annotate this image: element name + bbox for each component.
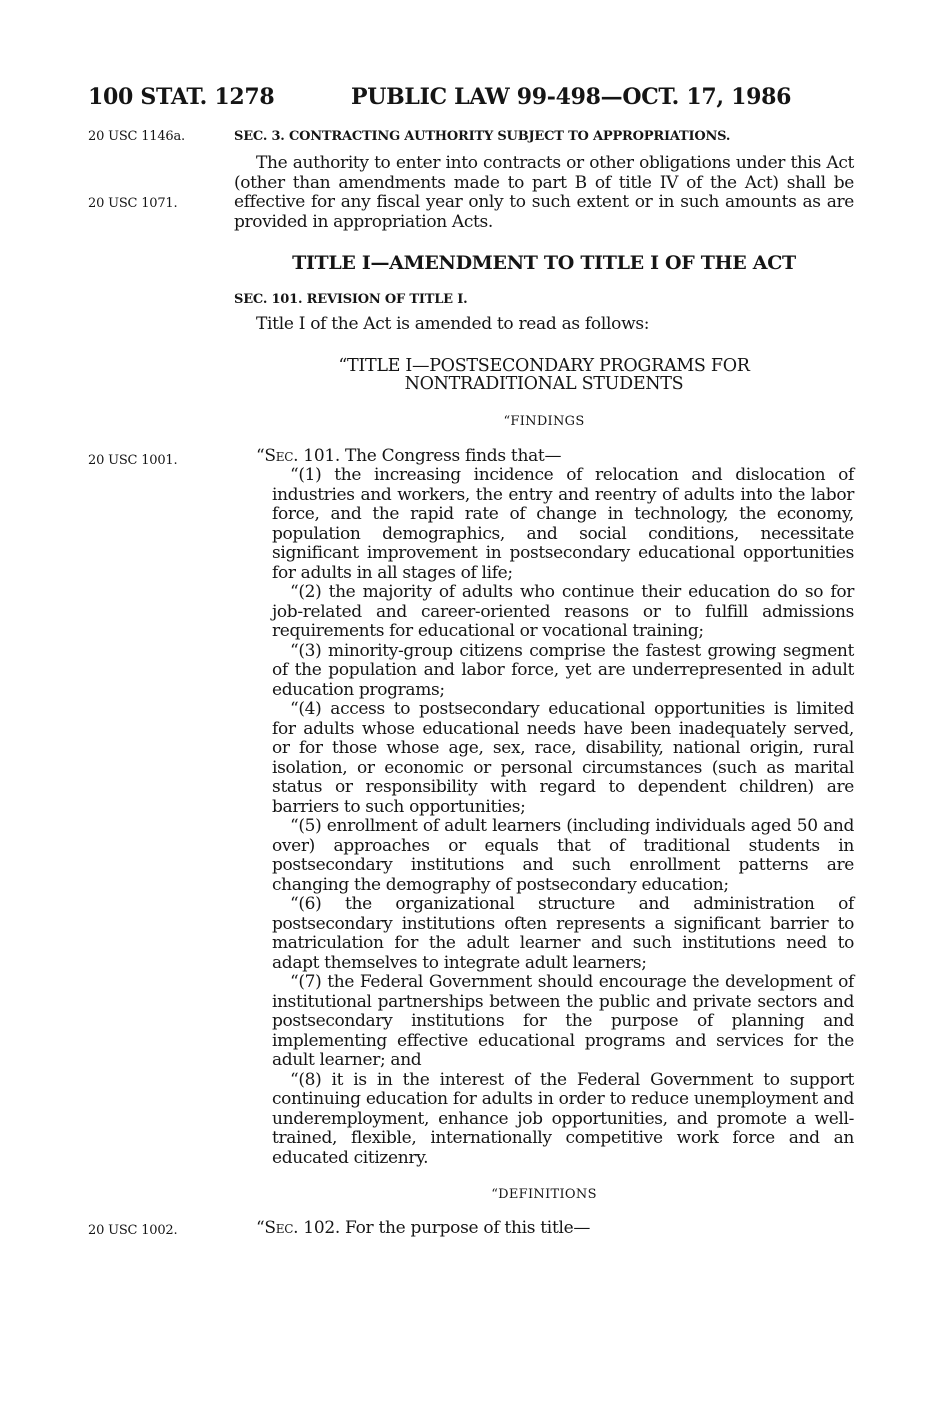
- definitions-heading: “DEFINITIONS: [491, 1187, 597, 1202]
- new-title-heading-line2: NONTRADITIONAL STUDENTS: [404, 374, 684, 394]
- statute-page-number: 100 STAT. 1278: [88, 84, 275, 110]
- findings-list: [272, 466, 854, 1168]
- sec101-lead-rest: . 101. The Congress finds that—: [293, 446, 562, 466]
- sec101-text: Title I of the Act is amended to read as follows:: [256, 314, 650, 334]
- finding-2: “(2) the majority of adults who continue their education do so for job-related and career-oriented reasons or to fulfill admissions requirements for educational or vocational training;: [272, 582, 854, 641]
- sec3-heading: SEC. 3. CONTRACTING AUTHORITY SUBJECT TO APPROPRIATIONS.: [234, 129, 731, 144]
- page-header: [88, 84, 888, 114]
- finding-5: “(5) enrollment of adult learners (including individuals aged 50 and over) approaches or equals that of traditional students in postsecondary institutions and such enrollment patterns are changing the demography of postsecondary education;: [272, 816, 854, 895]
- sec3-text: The authority to enter into contracts or other obligations under this Act (other than amendments made to part B of title IV of the Act) shall be effective for any fiscal year only to such extent or in such amounts as are provided in appropriation Acts.: [234, 153, 854, 232]
- finding-3: “(3) minority-group citizens comprise the fastest growing segment of the population and labor force, yet are underrepresented in adult education programs;: [272, 640, 854, 700]
- sec102-lead-rest: . 102. For the purpose of this title—: [293, 1218, 591, 1238]
- sec3-body: [234, 154, 854, 232]
- title1-heading: TITLE I—AMENDMENT TO TITLE I OF THE ACT: [292, 252, 796, 274]
- sec102-lead-sc: ec: [275, 1218, 294, 1238]
- sec101-lead-quote: “S: [256, 446, 276, 466]
- sec101-lead: [256, 446, 561, 466]
- public-law-citation: PUBLIC LAW 99-498—OCT. 17, 1986: [351, 84, 792, 110]
- margin-note-usc-1146a: 20 USC 1146a.: [88, 129, 185, 144]
- sec102-lead-quote: “S: [256, 1218, 276, 1238]
- finding-4: “(4) access to postsecondary educational opportunities is limited for adults whose educational needs have been inadequately served, or for those whose age, sex, race, disability, national origin, rural isolation, or economic or personal circumstances (such as marital status or responsibility with regard to dependent children) are barriers to such opportunities;: [272, 699, 854, 817]
- finding-1: “(1) the increasing incidence of relocation and dislocation of industries and workers, the entry and reentry of adults into the labor force, and the rapid rate of change in technology, the economy, population demographics, and social conditions, necessitate significant improvement in postsecondary educational opportunities for adults in all stages of life;: [272, 465, 854, 583]
- sec101-lead-sc: ec: [275, 446, 294, 466]
- finding-7: “(7) the Federal Government should encourage the development of institutional partnerships between the public and private sectors and postsecondary institutions for the purpose of planning and implementing effective educational programs and services for the adult learner; and: [272, 972, 854, 1070]
- margin-note-usc-1071: 20 USC 1071.: [88, 196, 178, 211]
- finding-8: “(8) it is in the interest of the Federal Government to support continuing education for adults in order to reduce unemployment and underemployment, enhance job opportunities, and promote a well-trained, flexible, internationally competitive work force and an educated citizenry.: [272, 1069, 854, 1168]
- sec102-lead: [256, 1218, 590, 1238]
- margin-note-usc-1002: 20 USC 1002.: [88, 1223, 178, 1238]
- sec101-heading: SEC. 101. REVISION OF TITLE I.: [234, 292, 468, 307]
- new-title-heading-line1: “TITLE I—POSTSECONDARY PROGRAMS FOR: [338, 356, 750, 376]
- finding-6: “(6) the organizational structure and administration of postsecondary institutions often represents a significant barrier to matriculation for the adult learner and such institutions need to adapt themselves to integrate adult learners;: [272, 894, 854, 973]
- findings-heading: “FINDINGS: [503, 414, 585, 429]
- margin-note-usc-1001: 20 USC 1001.: [88, 453, 178, 468]
